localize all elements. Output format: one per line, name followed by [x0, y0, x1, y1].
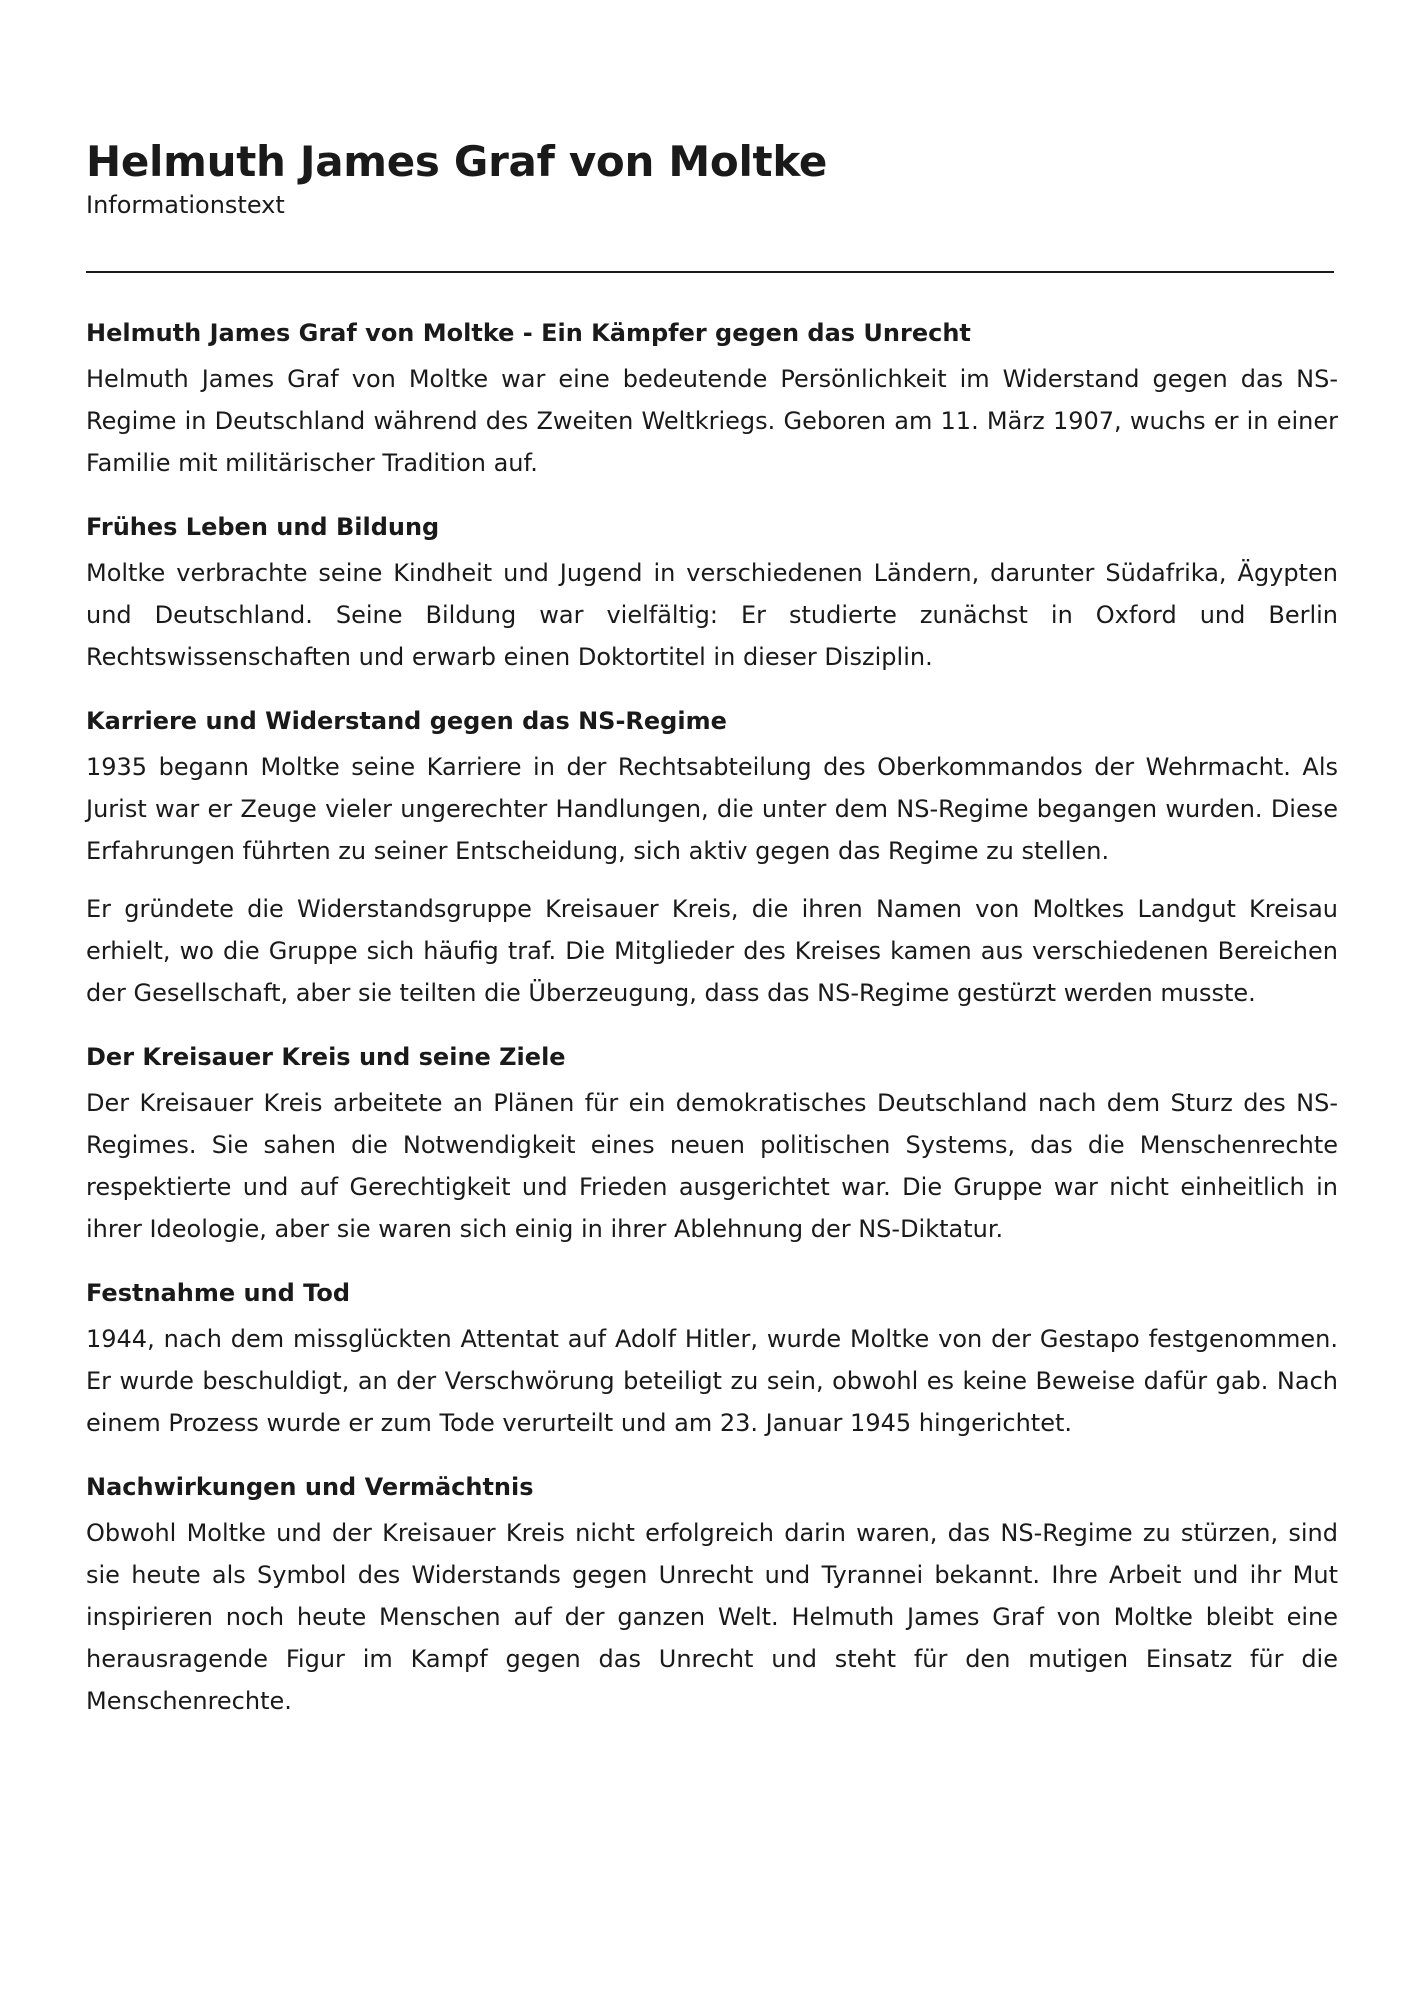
- paragraph: Er gründete die Widerstandsgruppe Kreisauer Kreis, die ihren Namen von Moltkes Landgut Kreisau erhielt, wo die Gruppe sich häufig traf. Die Mitglieder des Kreises kamen aus verschiedenen Bereichen der Gesellschaft, aber sie teilten die Überzeugung, dass das NS-Regime gestürzt werden musste.: [86, 895, 1338, 1007]
- section-heading: Nachwirkungen und Vermächtnis: [86, 1473, 534, 1501]
- section-heading: Helmuth James Graf von Moltke - Ein Kämpfer gegen das Unrecht: [86, 319, 971, 347]
- paragraph: Helmuth James Graf von Moltke war eine bedeutende Persönlichkeit im Widerstand gegen das NS-Regime in Deutschland während des Zweiten Weltkriegs. Geboren am 11. März 1907, wuchs er in einer Familie mit militärischer Tradition auf.: [86, 365, 1338, 477]
- paragraph: 1944, nach dem missglückten Attentat auf Adolf Hitler, wurde Moltke von der Gestapo festgenommen. Er wurde beschuldigt, an der Verschwörung beteiligt zu sein, obwohl es keine Beweise dafür gab. Nach einem Prozess wurde er zum Tode verurteilt und am 23. Januar 1945 hingerichtet.: [86, 1325, 1338, 1437]
- document-body: [86, 314, 1338, 1746]
- section-arrest-death: [86, 1274, 1338, 1444]
- paragraph: Obwohl Moltke und der Kreisauer Kreis nicht erfolgreich darin waren, das NS-Regime zu stürzen, sind sie heute als Symbol des Widerstands gegen Unrecht und Tyrannei bekannt. Ihre Arbeit und ihr Mut inspirieren noch heute Menschen auf der ganzen Welt. Helmuth James Graf von Moltke bleibt eine herausragende Figur im Kampf gegen das Unrecht und steht für den mutigen Einsatz für die Menschenrechte.: [86, 1519, 1338, 1715]
- section-heading: Frühes Leben und Bildung: [86, 513, 440, 541]
- section-legacy: [86, 1468, 1338, 1722]
- paragraph: Moltke verbrachte seine Kindheit und Jugend in verschiedenen Ländern, darunter Südafrika, Ägypten und Deutschland. Seine Bildung war vielfältig: Er studierte zunächst in Oxford und Berlin Rechtswissenschaften und erwarb einen Doktortitel in dieser Disziplin.: [86, 559, 1338, 671]
- section-intro: [86, 314, 1338, 484]
- paragraph: Der Kreisauer Kreis arbeitete an Plänen für ein demokratisches Deutschland nach dem Sturz des NS-Regimes. Sie sahen die Notwendigkeit eines neuen politischen Systems, das die Menschenrechte respektierte und auf Gerechtigkeit und Frieden ausgerichtet war. Die Gruppe war nicht einheitlich in ihrer Ideologie, aber sie waren sich einig in ihrer Ablehnung der NS-Diktatur.: [86, 1089, 1338, 1243]
- section-early-life: [86, 508, 1338, 678]
- document-subtitle: Informationstext: [86, 191, 285, 219]
- title-divider: [86, 271, 1334, 273]
- section-kreisauer-kreis: [86, 1038, 1338, 1250]
- paragraph: 1935 begann Moltke seine Karriere in der Rechtsabteilung des Oberkommandos der Wehrmacht. Als Jurist war er Zeuge vieler ungerechter Handlungen, die unter dem NS-Regime begangen wurden. Diese Erfahrungen führten zu seiner Entscheidung, sich aktiv gegen das Regime zu stellen.: [86, 753, 1338, 865]
- document-title: Helmuth James Graf von Moltke: [86, 137, 828, 186]
- section-heading: Der Kreisauer Kreis und seine Ziele: [86, 1043, 566, 1071]
- section-heading: Festnahme und Tod: [86, 1279, 351, 1307]
- section-heading: Karriere und Widerstand gegen das NS-Regime: [86, 707, 727, 735]
- section-career-resistance: [86, 702, 1338, 1014]
